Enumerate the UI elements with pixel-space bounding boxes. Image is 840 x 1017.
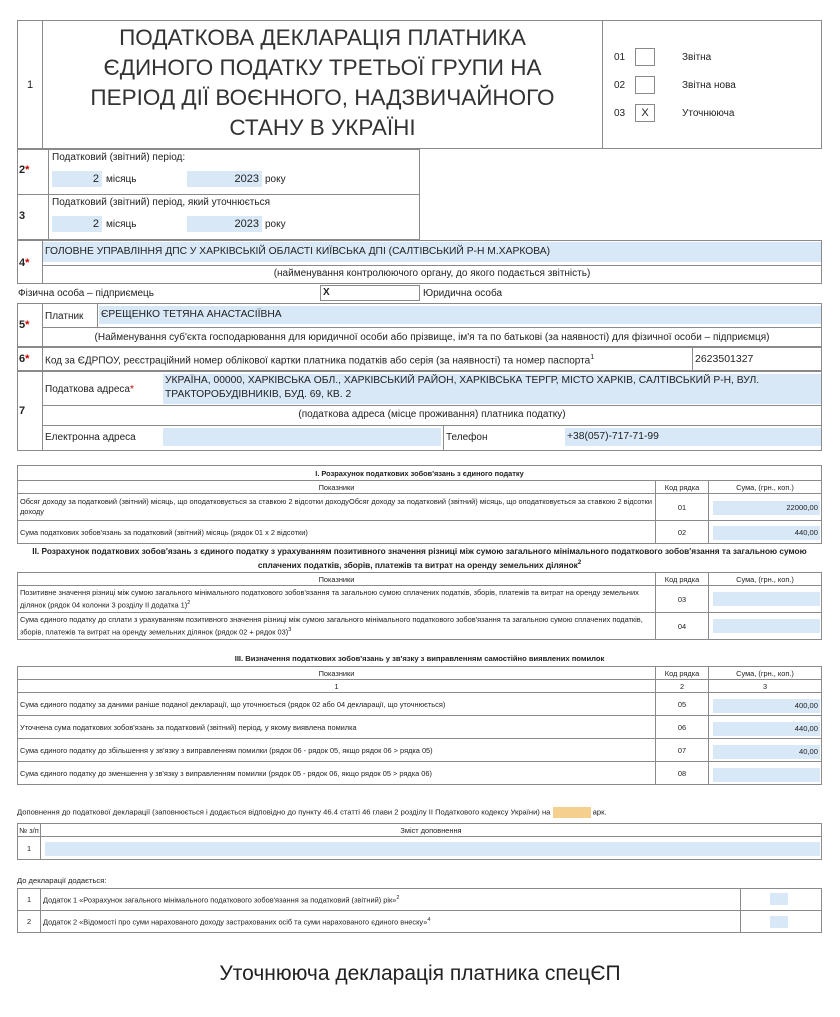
table-row [18,739,822,762]
table-row [18,693,822,716]
row-code: 04 [656,613,709,640]
option-checkbox-03[interactable]: X [635,104,655,122]
month-label: місяць [106,174,137,185]
phone-field[interactable]: +38(057)-717-71-99 [565,428,821,446]
row-number: 1 [18,889,41,911]
person-type-mark[interactable]: X [320,285,420,301]
supplement-text: Доповнення до податкової декларації (заповнюється і додається відповідно до пункту 46.4 статті 46 глави 2 розділу II Податкового кодексу України) на арк. [17,807,607,817]
tax-id-value[interactable]: 2623501327 [695,353,754,365]
section-1-title: I. Розрахунок податкових зобов'язань з єдиного податку [18,466,822,481]
table-row [18,613,822,640]
payer-name-field[interactable]: ЄРЕЩЕНКО ТЕТЯНА АНАСТАСІЇВНА [99,306,821,324]
corrected-period-row-number: 3 [19,210,26,222]
code-row-number: 6* [19,353,30,365]
payer-caption: (Найменування суб'єкта господарювання для юридичної особи або прізвище, ім'я та по батькові (за наявності) для фізичної особи – підприємця) [94,332,770,343]
period-year-input[interactable]: 2023 [187,171,262,187]
row-code: 06 [656,716,709,739]
year-label: року [265,174,286,185]
address-line: ТРАКТОРОБУДІВНИКІВ, БУД. 69, КВ. 2 [165,389,352,400]
title-line: ПЕРІОД ДІЇ ВОЄННОГО, НАДЗВИЧАЙНОГО [90,85,555,110]
column-number: 1 [18,680,656,693]
period-month-input[interactable]: 2 [52,171,102,187]
attachments-table [17,888,822,933]
address-label: Податкова адреса* [45,384,134,395]
row-text: Сума податкових зобов'язань за податковий (звітний) місяць (рядок 01 х 2 відсотки) [18,521,656,544]
column-header: Зміст доповнення [41,824,822,837]
email-field[interactable] [163,428,441,446]
table-row [18,716,822,739]
section-2-table [17,572,822,640]
section-2-title: II. Розрахунок податкових зобов'язань з єдиного податку з урахуванням позитивного значення різниці між сумою загального мінімального податкового зобов'язання та загальною сумою сплачених податків, зборів, платежів та витрат на оренду земельних ділянок$^2$ [32,546,807,570]
address-row-number: 7 [19,405,26,417]
row-number: 2 [18,911,41,933]
amount-field-03[interactable] [713,592,820,606]
row-text: Додаток 1 «Розрахунок загального мінімального податкового зобов'язання за податковий (звітний) рік»$^2$ [41,889,741,911]
column-number: 3 [709,680,822,693]
payer-label: Платник [45,311,84,322]
row-text: Уточнена сума податкових зобов'язань за податковий (звітний) період, у якому виявлена помилка [18,716,656,739]
table-row [18,494,822,521]
row-text: Обсяг доходу за податковий (звітний) місяць, що оподатковується за ставкою 2 відсотки доходуОбсяг доходу за податковий (звітний) місяць, що оподатковується за ставкою 2 відсотки доходу [18,494,656,521]
column-header: № з/п [19,825,39,835]
column-header: Код рядка [656,481,709,494]
address-caption: (податкова адреса (місце проживання) платника податку) [298,409,566,420]
section-3-title: III. Визначення податкових зобов'язань у зв'язку з виправленням самостійно виявлених помилок [234,654,605,663]
row-code: 08 [656,762,709,785]
option-code-03: 03 [614,108,626,119]
column-header: Код рядка [656,667,709,680]
section-3-table [17,666,822,785]
header-row-number: 1 [27,79,34,91]
row-code: 02 [656,521,709,544]
column-header: Код рядка [656,573,709,586]
row-text: Позитивне значення різниці між сумою загального мінімального податкового зобов'язання та загальною сумою сплачених податків, зборів, платежів та витрат на оренду земельних ділянок (рядок 04 колонки 3 розділу II додатка 1)$^2$ [18,586,656,613]
amount-field-04[interactable] [713,619,820,633]
legal-entity-label: Юридична особа [423,288,503,299]
attachments-title: До декларації додається: [17,876,107,885]
attachment-2-checkbox[interactable] [770,916,788,928]
page-title [43,23,602,143]
row-text: Сума єдиного податку до збільшення у зв'язку з виправленням помилки (рядок 06 - рядок 05, якщо рядок 06 > рядка 05) [18,739,656,762]
column-header: Сума, (грн., коп.) [709,573,822,586]
section-1-table [17,465,822,544]
email-label: Електронна адреса [45,432,136,443]
period-label: Податковий (звітний) період: [52,152,186,163]
payer-row-number: 5* [19,319,30,331]
amount-field-06[interactable]: 440,00 [713,722,820,736]
amount-field-07[interactable]: 40,00 [713,745,820,759]
row-code: 05 [656,693,709,716]
title-line: ПОДАТКОВА ДЕКЛАРАЦІЯ ПЛАТНИКА [119,25,526,50]
row-text: Сума єдиного податку за даними раніше поданої декларації, що уточнюється (рядок 02 або 04 декларації, що уточнюється) [18,693,656,716]
column-header: Показники [18,573,656,586]
column-header: Показники [18,667,656,680]
title-line: СТАНУ В УКРАЇНІ [229,115,416,140]
authority-caption: (найменування контролюючого органу, до якого подається звітність) [273,268,591,279]
row-number: 1 [18,837,41,860]
authority-row-number: 4* [19,257,30,269]
row-code: 01 [656,494,709,521]
table-row [18,586,822,613]
column-header: Сума, (грн., коп.) [709,481,822,494]
code-label: Код за ЄДРПОУ, реєстраційний номер облікової картки платника податків або серія (за наявності) та номер паспорта$^1$ [45,354,595,367]
month-label: місяць [106,219,137,230]
column-header: Показники [18,481,656,494]
corrected-month-input[interactable]: 2 [52,216,102,232]
amount-field-08[interactable] [713,768,820,782]
table-row [18,911,822,933]
address-field[interactable] [163,374,821,404]
image-caption: Уточнююча декларація платника спецЄП [219,962,621,985]
option-label-01: Звітна [682,52,712,63]
option-code-01: 01 [614,52,626,63]
attachment-1-checkbox[interactable] [770,893,788,905]
supplement-content-field[interactable] [45,842,820,856]
title-line: ЄДИНОГО ПОДАТКУ ТРЕТЬОЇ ГРУПИ НА [103,55,542,80]
row-text: Сума єдиного податку до сплати з урахуванням позитивного значення різниці між сумою загального мінімального податкового зобов'язання та загальною сумою сплачених податків, зборів, платежів та витрат на оренду земельних ділянок (рядок 02 + рядок 03)$^3$ [18,613,656,640]
column-header: Сума, (грн., коп.) [709,667,822,680]
column-number: 2 [656,680,709,693]
row-text: Додаток 2 «Відомості про суми нарахованого доходу застрахованих осіб та суми нарахованого єдиного внеску»$^4$ [41,911,741,933]
table-row [18,521,822,544]
period-row-number: 2* [19,164,30,176]
phone-label: Телефон [446,432,488,443]
option-checkbox-01[interactable] [635,48,655,66]
table-row [18,762,822,785]
corrected-year-input[interactable]: 2023 [187,216,262,232]
individual-entrepreneur-label: Фізична особа – підприємець [18,288,154,299]
authority-field[interactable]: ГОЛОВНЕ УПРАВЛІННЯ ДПС У ХАРКІВСЬКІЙ ОБЛАСТІ КИЇВСЬКА ДПІ (САЛТІВСЬКИЙ Р-Н М.ХАРКОВА) [43,242,821,262]
option-code-02: 02 [614,80,626,91]
option-label-03: Уточнююча [682,108,735,119]
year-label: року [265,219,286,230]
table-row [18,889,822,911]
option-checkbox-02[interactable] [635,76,655,94]
amount-field-05[interactable]: 400,00 [713,699,820,713]
address-line: УКРАЇНА, 00000, ХАРКІВСЬКА ОБЛ., ХАРКІВСЬКИЙ РАЙОН, ХАРКІВСЬКА ТЕРГР, МІСТО ХАРКІВ, САЛТІВСЬКИЙ Р-Н, ВУЛ. [165,375,760,386]
row-code: 03 [656,586,709,613]
corrected-period-label: Податковий (звітний) період, який уточнюється [52,197,271,208]
row-text: Сума єдиного податку до зменшення у зв'язку з виправленням помилки (рядок 05 - рядок 06, якщо рядок 05 > рядка 06) [18,762,656,785]
amount-field-01[interactable]: 22000,00 [713,501,820,515]
supplement-pages-field[interactable] [553,807,591,818]
amount-field-02[interactable]: 440,00 [713,526,820,540]
option-label-02: Звітна нова [682,80,736,91]
row-code: 07 [656,739,709,762]
